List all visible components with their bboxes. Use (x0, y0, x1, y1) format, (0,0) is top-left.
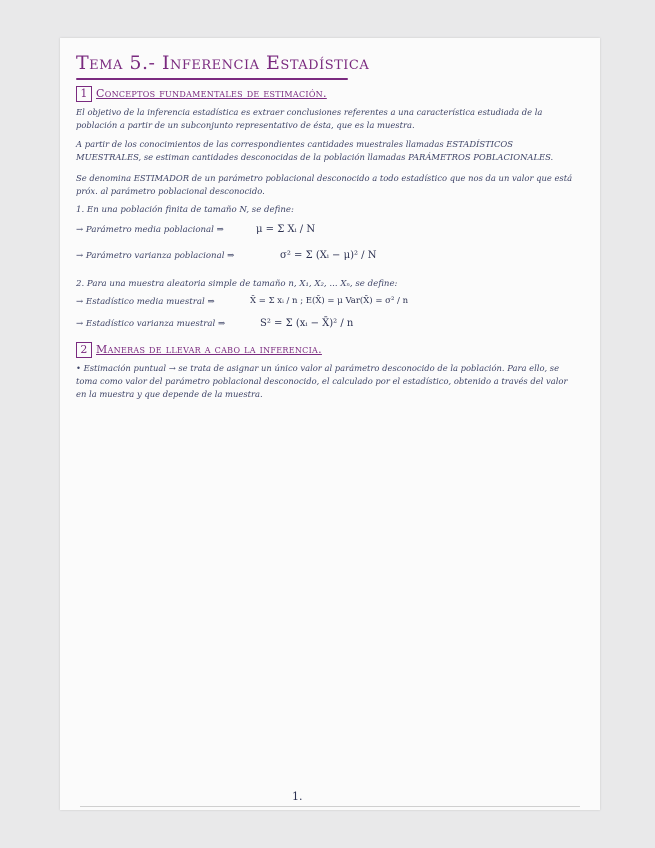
sample-variance-formula: S² = Σ (xᵢ − X̄)² / n (260, 318, 354, 329)
item-2-intro: 2. Para una muestra aleatoria simple de tamaño n, X₁, X₂, ... Xₙ, se define: (76, 279, 398, 289)
paragraph-point-estimation: • Estimación puntual → se trata de asignar un único valor al parámetro desconocido de la población. Para ello, se toma como valor del parámetro poblacional desconocido, el calculado por el estadístico, obtenido a través del valor en la muestra y que depende de la muestra. (76, 363, 568, 399)
paragraph-estimator: Se denomina ESTIMADOR de un parámetro poblacional desconocido a todo estadístico que nos da un valor que está próx. al parámetro poblacional desconocido. (76, 173, 573, 196)
section-2-heading (76, 342, 322, 358)
page-bottom-rule (80, 806, 580, 807)
paragraph-objective: El objetivo de la inferencia estadística es extraer conclusiones referentes a una característica estudiada de la población a partir de un subconjunto representativo de ésta, que es la muestra. (76, 107, 543, 130)
page-number: 1. (292, 790, 303, 803)
item-1-intro: 1. En una población finita de tamaño N, se define: (76, 205, 294, 215)
section-2-number: 2 (76, 342, 92, 358)
population-variance-label: → Parámetro varianza poblacional ⇒ (76, 251, 235, 261)
sample-mean-formula: X̄ = Σ xᵢ / n ; E(X̄) = μ Var(X̄) = σ² / n (250, 296, 409, 306)
section-1-heading (76, 86, 327, 102)
section-2-label: Maneras de llevar a cabo la inferencia. (96, 343, 322, 356)
section-1-number: 1 (76, 86, 92, 102)
title-underline (76, 78, 348, 80)
paragraph-statistics: A partir de los conocimientos de las correspondientes cantidades muestrales llamadas ESTADÍSTICOS MUESTRALES, se estiman cantidades desconocidas de la población llamadas PARÁMETROS POBLACIONALES. (76, 139, 554, 162)
notebook-page (60, 38, 600, 810)
page-title: Tema 5.- Inferencia Estadística (76, 52, 370, 74)
section-1-label: Conceptos fundamentales de estimación. (96, 87, 327, 100)
population-mean-formula: μ = Σ Xᵢ / N (256, 224, 316, 235)
population-mean-label: → Parámetro media poblacional ⇒ (76, 225, 224, 235)
population-variance-formula: σ² = Σ (Xᵢ − μ)² / N (280, 250, 377, 261)
sample-mean-label: → Estadístico media muestral ⇒ (76, 297, 215, 307)
sample-variance-label: → Estadístico varianza muestral ⇒ (76, 319, 226, 329)
